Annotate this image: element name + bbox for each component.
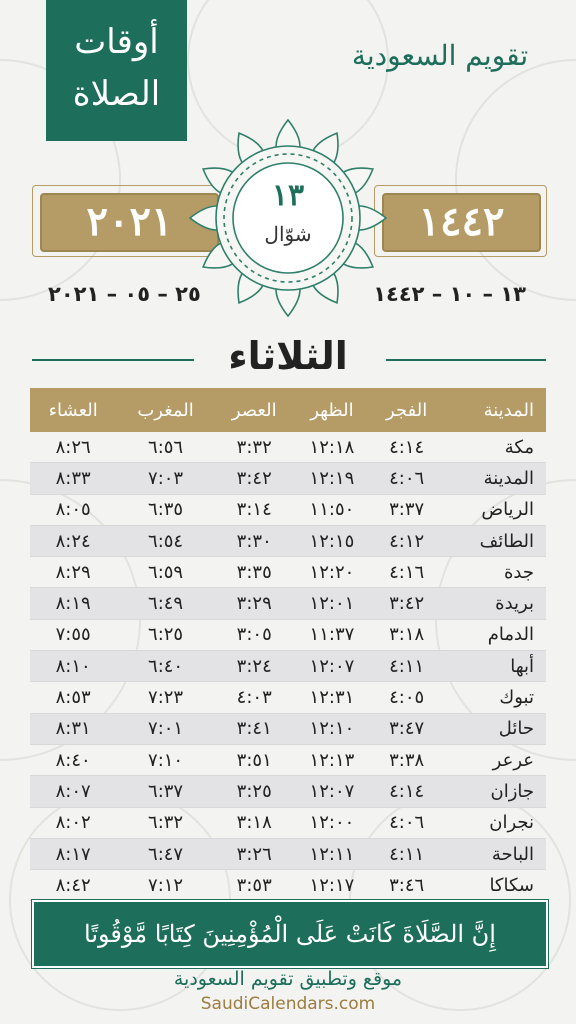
table-row: [30, 870, 546, 901]
city-cell: سكاكا: [443, 870, 546, 901]
header-maghrib: المغرب: [116, 388, 215, 432]
dhuhr-cell: ١٢:١١: [294, 838, 371, 869]
asr-cell: ٣:٢٦: [215, 838, 294, 869]
city-cell: الرياض: [443, 494, 546, 525]
asr-cell: ٣:٥١: [215, 744, 294, 775]
table-row: [30, 776, 546, 807]
city-cell: جدة: [443, 557, 546, 588]
dhuhr-cell: ١٢:٣١: [294, 682, 371, 713]
city-cell: حائل: [443, 713, 546, 744]
maghrib-cell: ٦:٣٥: [116, 494, 215, 525]
table-row: [30, 838, 546, 869]
maghrib-cell: ٦:٣٧: [116, 776, 215, 807]
dhuhr-cell: ١٢:١٥: [294, 525, 371, 556]
fajr-cell: ٣:٤٧: [370, 713, 443, 744]
maghrib-cell: ٦:٢٥: [116, 619, 215, 650]
badge-line1: أوقات: [74, 22, 159, 62]
quran-verse-banner: [32, 900, 548, 968]
isha-cell: ٨:٤٠: [30, 744, 116, 775]
table-row: [30, 744, 546, 775]
dhuhr-cell: ١١:٥٠: [294, 494, 371, 525]
isha-cell: ٨:٤٢: [30, 870, 116, 901]
weekday: الثلاثاء: [228, 334, 348, 378]
isha-cell: ٨:٠٢: [30, 807, 116, 838]
maghrib-cell: ٧:٠١: [116, 713, 215, 744]
table-row: [30, 713, 546, 744]
city-cell: جازان: [443, 776, 546, 807]
dhuhr-cell: ١٢:٢٠: [294, 557, 371, 588]
dhuhr-cell: ١٢:٠٧: [294, 776, 371, 807]
verse-text: إِنَّ الصَّلَاةَ كَانَتْ عَلَى الْمُؤْمِنِينَ كِتَابًا مَّوْقُوتًا: [84, 920, 496, 948]
header-fajr: الفجر: [370, 388, 443, 432]
gregorian-date: ٢٥ – ٠٥ – ٢٠٢١: [48, 282, 201, 306]
asr-cell: ٣:٣٠: [215, 525, 294, 556]
fajr-cell: ٤:١١: [370, 651, 443, 682]
maghrib-cell: ٧:٢٣: [116, 682, 215, 713]
divider-left: [32, 359, 194, 361]
city-cell: المدينة: [443, 463, 546, 494]
footer-tagline: موقع وتطبيق تقويم السعودية: [173, 968, 403, 990]
maghrib-cell: ٦:٤٧: [116, 838, 215, 869]
maghrib-cell: ٧:١٢: [116, 870, 215, 901]
prayer-times-table: [30, 388, 546, 901]
asr-cell: ٣:٤٢: [215, 463, 294, 494]
dhuhr-cell: ١٢:١٧: [294, 870, 371, 901]
hijri-date: ١٣ – ١٠ – ١٤٤٢: [373, 282, 526, 306]
brand-logo: [340, 24, 540, 88]
dhuhr-cell: ١١:٣٧: [294, 619, 371, 650]
table-row: [30, 619, 546, 650]
isha-cell: ٨:٥٣: [30, 682, 116, 713]
isha-cell: ٨:١٠: [30, 651, 116, 682]
maghrib-cell: ٦:٥٦: [116, 432, 215, 463]
header-dhuhr: الظهر: [294, 388, 371, 432]
fajr-cell: ٣:٤٦: [370, 870, 443, 901]
table-row: [30, 463, 546, 494]
city-cell: تبوك: [443, 682, 546, 713]
fajr-cell: ٤:١١: [370, 838, 443, 869]
maghrib-cell: ٦:٤٠: [116, 651, 215, 682]
fajr-cell: ٤:٠٦: [370, 463, 443, 494]
isha-cell: ٨:٣١: [30, 713, 116, 744]
isha-cell: ٨:٢٩: [30, 557, 116, 588]
isha-cell: ٨:١٧: [30, 838, 116, 869]
month-name: شوّال: [264, 222, 312, 246]
isha-cell: ٨:٢٦: [30, 432, 116, 463]
isha-cell: ٨:٢٤: [30, 525, 116, 556]
maghrib-cell: ٦:٥٤: [116, 525, 215, 556]
dhuhr-cell: ١٢:٠٠: [294, 807, 371, 838]
city-cell: الدمام: [443, 619, 546, 650]
maghrib-cell: ٧:١٠: [116, 744, 215, 775]
maghrib-cell: ٧:٠٣: [116, 463, 215, 494]
asr-cell: ٣:٠٥: [215, 619, 294, 650]
dhuhr-cell: ١٢:٠٧: [294, 651, 371, 682]
fajr-cell: ٤:٠٥: [370, 682, 443, 713]
maghrib-cell: ٦:٥٩: [116, 557, 215, 588]
table-row: [30, 525, 546, 556]
dhuhr-cell: ١٢:١٨: [294, 432, 371, 463]
isha-cell: ٨:٠٥: [30, 494, 116, 525]
prayer-times-badge: [46, 0, 187, 141]
city-cell: الباحة: [443, 838, 546, 869]
header-isha: العشاء: [30, 388, 116, 432]
dhuhr-cell: ١٢:١٠: [294, 713, 371, 744]
asr-cell: ٣:١٤: [215, 494, 294, 525]
table-row: [30, 807, 546, 838]
badge-line2: الصلاة: [72, 74, 161, 114]
day-number: ١٣: [271, 178, 305, 213]
table-row: [30, 682, 546, 713]
asr-cell: ٣:١٨: [215, 807, 294, 838]
table-row: [30, 651, 546, 682]
brand-logo-text: تقويم السعودية: [351, 39, 529, 72]
asr-cell: ٣:٢٥: [215, 776, 294, 807]
fajr-cell: ٣:٣٨: [370, 744, 443, 775]
header-asr: العصر: [215, 388, 294, 432]
gregorian-year: ٢٠٢١: [40, 193, 219, 252]
footer-website-link[interactable]: SaudiCalendars.com: [200, 994, 376, 1014]
maghrib-cell: ٦:٤٩: [116, 588, 215, 619]
asr-cell: ٣:٤١: [215, 713, 294, 744]
asr-cell: ٣:٢٤: [215, 651, 294, 682]
fajr-cell: ٤:١٦: [370, 557, 443, 588]
mandala-ornament: [188, 118, 388, 318]
isha-cell: ٨:١٩: [30, 588, 116, 619]
isha-cell: ٧:٥٥: [30, 619, 116, 650]
isha-cell: ٨:٠٧: [30, 776, 116, 807]
fajr-cell: ٤:١٢: [370, 525, 443, 556]
asr-cell: ٣:٢٩: [215, 588, 294, 619]
asr-cell: ٣:٥٣: [215, 870, 294, 901]
city-cell: بريدة: [443, 588, 546, 619]
city-cell: عرعر: [443, 744, 546, 775]
table-row: [30, 432, 546, 463]
maghrib-cell: ٦:٣٢: [116, 807, 215, 838]
dhuhr-cell: ١٢:١٩: [294, 463, 371, 494]
hijri-year: ١٤٤٢: [382, 193, 541, 252]
city-cell: نجران: [443, 807, 546, 838]
dhuhr-cell: ١٢:١٣: [294, 744, 371, 775]
city-cell: مكة: [443, 432, 546, 463]
fajr-cell: ٣:٣٧: [370, 494, 443, 525]
city-cell: أبها: [443, 651, 546, 682]
table-row: [30, 557, 546, 588]
table-header-row: [30, 388, 546, 432]
city-cell: الطائف: [443, 525, 546, 556]
fajr-cell: ٤:٠٦: [370, 807, 443, 838]
asr-cell: ٣:٣٥: [215, 557, 294, 588]
fajr-cell: ٣:١٨: [370, 619, 443, 650]
fajr-cell: ٤:١٤: [370, 776, 443, 807]
asr-cell: ٤:٠٣: [215, 682, 294, 713]
table-row: [30, 588, 546, 619]
table-row: [30, 494, 546, 525]
fajr-cell: ٣:٤٢: [370, 588, 443, 619]
fajr-cell: ٤:١٤: [370, 432, 443, 463]
header-city: المدينة: [443, 388, 546, 432]
divider-right: [386, 359, 546, 361]
isha-cell: ٨:٣٣: [30, 463, 116, 494]
asr-cell: ٣:٣٢: [215, 432, 294, 463]
dhuhr-cell: ١٢:٠١: [294, 588, 371, 619]
